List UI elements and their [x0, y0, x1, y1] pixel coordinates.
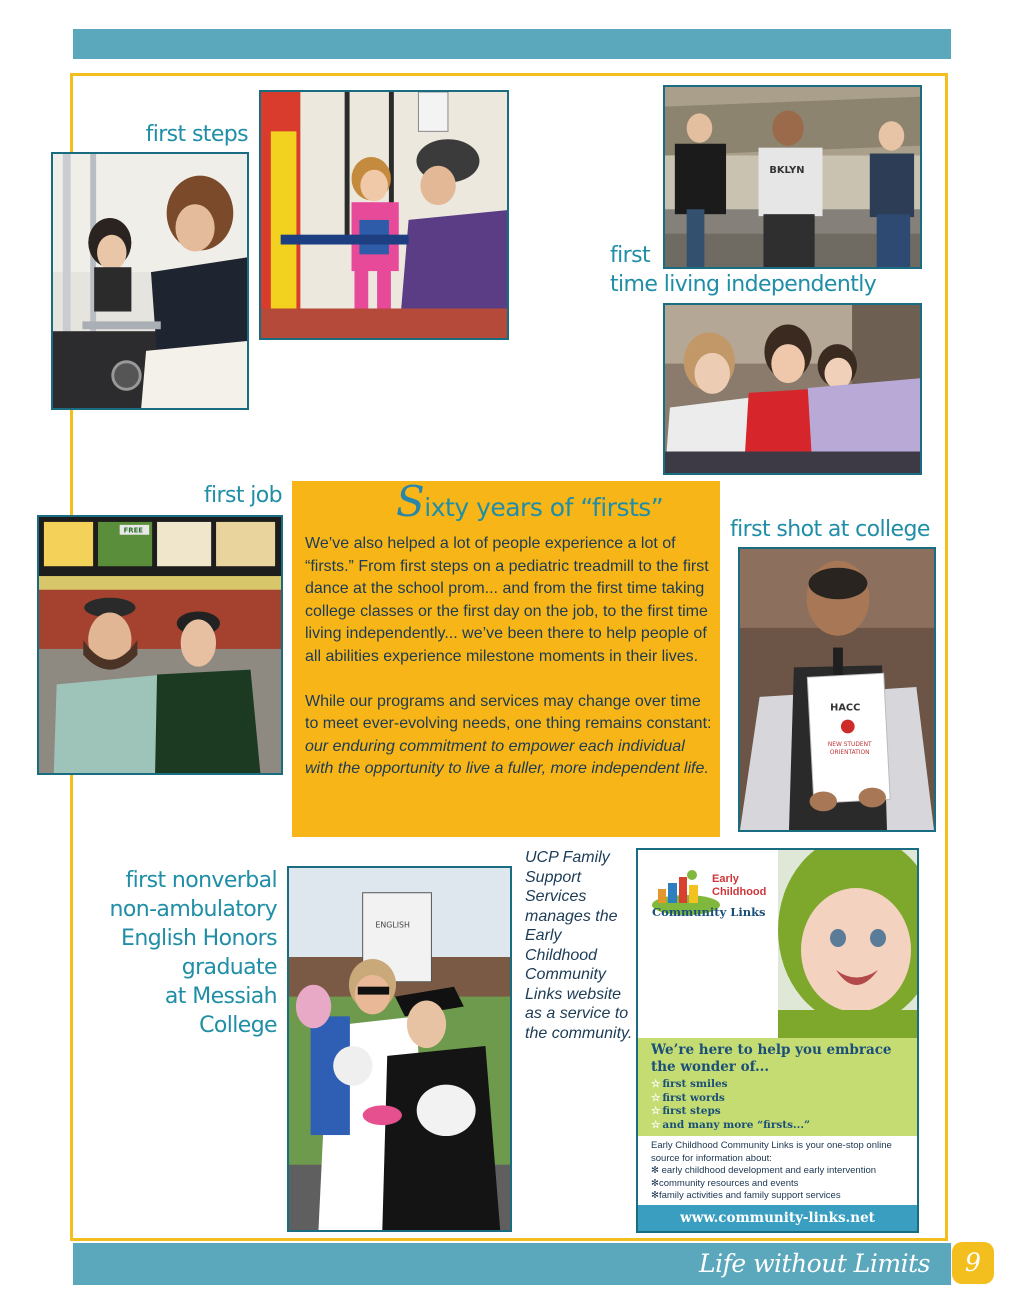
caption-first-job: first job: [203, 483, 282, 508]
flyer-logo-line-3: Community Links: [652, 905, 766, 919]
flyer-headline: We’re here to help you embrace the wonder of...: [651, 1042, 892, 1075]
star-icon: ☆: [651, 1105, 661, 1118]
feature-title: [396, 477, 664, 526]
photo-first-steps-walker: [51, 152, 249, 410]
flyer-item: [651, 1092, 905, 1106]
feature-paragraph-2-italic: our enduring commitment to empower each individual with the opportunity to live a fuller, more independent life.: [305, 737, 709, 778]
flyer-bullet-label: early childhood development and early intervention: [661, 1165, 877, 1176]
flyer-description-block: [651, 1140, 911, 1203]
photo-friends-on-couch: [663, 303, 922, 475]
caption-graduate-line-6: College: [199, 1013, 277, 1038]
feature-paragraph-2-plain: While our programs and services may change over time to meet ever-evolving needs, one thing remains constant:: [305, 692, 712, 733]
photo-graduation: [287, 866, 512, 1232]
booklet-title-text: HACC: [830, 702, 861, 714]
flyer-bullet-label: family activities and family support services: [658, 1190, 841, 1201]
page-number-badge: 9: [952, 1242, 994, 1284]
footer-tagline: Life without Limits: [699, 1249, 930, 1278]
star-icon: ☆: [651, 1119, 661, 1132]
caption-first-living-line1: first: [610, 243, 650, 268]
ucp-note: UCP Family Support Services manages the Early Childhood Community Links website as a service to the community.: [525, 849, 633, 1042]
star-icon: ☆: [651, 1078, 661, 1090]
flyer-bullet: [651, 1165, 911, 1178]
flyer-description: Early Childhood Community Links is your one-stop online source for information about:: [651, 1140, 892, 1164]
flyer-item: [651, 1119, 905, 1133]
flyer-bullet: [651, 1178, 911, 1191]
flyer-item-label: first steps: [662, 1105, 721, 1118]
star-icon: ☆: [651, 1091, 661, 1104]
flyer-logo-line-2: Childhood: [712, 886, 767, 898]
community-links-flyer: [636, 848, 919, 1233]
photo-first-college-student: [738, 547, 936, 832]
photo-pediatric-treadmill: [259, 90, 509, 340]
feature-paragraph-2: [305, 691, 712, 781]
caption-graduate-line-5: at Messiah: [164, 984, 277, 1009]
flyer-item: [651, 1078, 905, 1092]
star-icon: ✻: [651, 1165, 659, 1176]
flyer-item-label: first smiles: [662, 1078, 728, 1090]
baby-photo: [778, 850, 919, 1038]
flyer-green-band: [638, 1038, 917, 1136]
banner-text: ENGLISH: [375, 920, 410, 930]
star-icon: ✻: [651, 1190, 659, 1201]
flyer-url: www.community-links.net: [638, 1205, 917, 1231]
sixty-years-feature-box: [292, 477, 720, 837]
caption-graduate-line-1: first nonverbal: [125, 868, 277, 893]
feature-title-rest: ixty years of “firsts”: [424, 493, 664, 522]
caption-graduate-line-3: English Honors: [121, 926, 277, 951]
flyer-logo-line-1: Early: [712, 873, 739, 885]
feature-title-initial: S: [396, 477, 425, 526]
caption-first-college: first shot at college: [730, 517, 930, 542]
caption-graduate-line-4: graduate: [181, 955, 277, 980]
flyer-item: [651, 1105, 905, 1119]
menu-badge-text: FREE: [123, 526, 143, 535]
flyer-item-label: and many more “firsts...”: [662, 1119, 811, 1132]
caption-first-living-line2: time living independently: [610, 272, 877, 297]
caption-first-steps: first steps: [145, 122, 248, 147]
booklet-subtitle-text: NEW STUDENT ORIENTATION: [827, 741, 872, 757]
photo-first-job-restaurant: [37, 515, 283, 775]
flyer-bullet-label: community resources and events: [658, 1177, 799, 1189]
header-bar: [73, 29, 951, 59]
flyer-logo-name: [712, 873, 766, 899]
photo-three-young-men: [663, 85, 922, 269]
flyer-item-label: first words: [662, 1091, 725, 1104]
star-icon: ✻: [651, 1177, 659, 1189]
sweatshirt-text: BKLYN: [769, 165, 805, 177]
caption-graduate-line-2: non-ambulatory: [109, 897, 277, 922]
feature-paragraph-1: We’ve also helped a lot of people experience a lot of “firsts.” From first steps on a pediatric treadmill to the first dance at the school prom... and from the first time taking college classes or the first day on the job, to the first time living independently... we’ve been there to help people of all abilities experience milestone moments in their lives.: [305, 535, 709, 665]
flyer-bullet: [651, 1190, 911, 1203]
